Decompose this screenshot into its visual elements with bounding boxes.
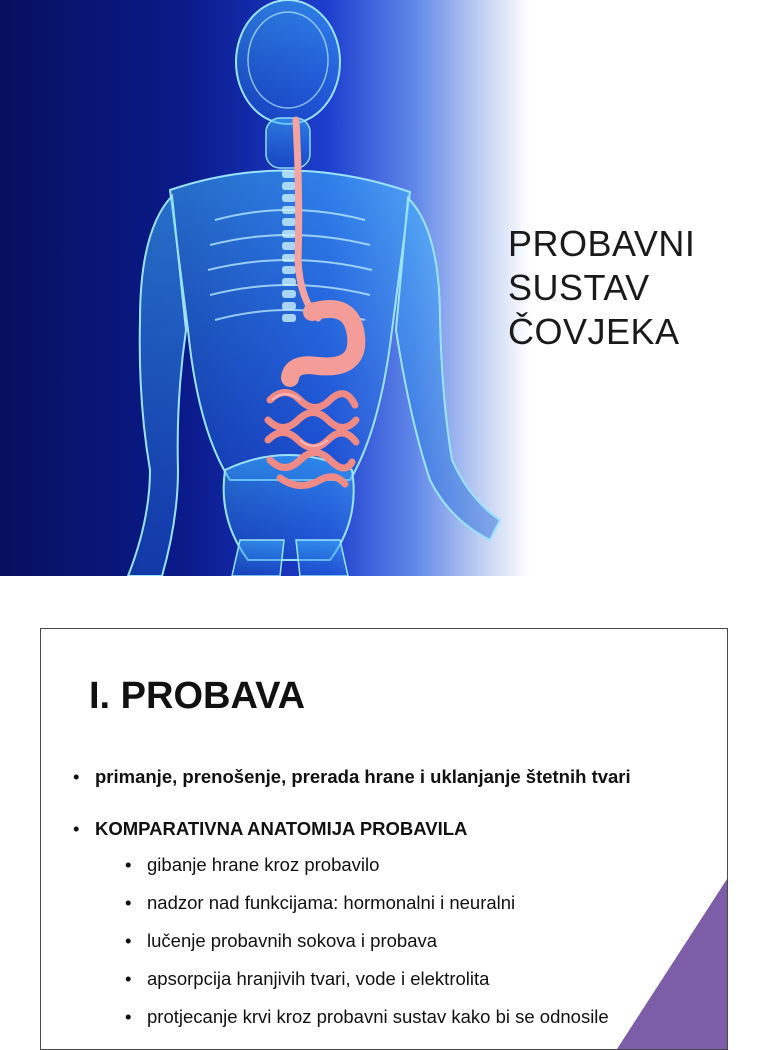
sub-bullet-text: gibanje hrane kroz probavilo [147, 854, 380, 875]
sub-bullet-text: protjecanje krvi kroz probavni sustav kako bi se odnosile [147, 1006, 609, 1027]
bullet-dot-icon: • [73, 818, 80, 839]
slide-heading: I. PROBAVA [89, 675, 306, 717]
anatomy-illustration [0, 0, 530, 576]
bullet-dot-icon: • [125, 854, 132, 875]
slide-gap [0, 576, 768, 628]
bullet-dot-icon: • [125, 930, 132, 951]
bullet-text: primanje, prenošenje, prerada hrane i uklanjanje štetnih tvari [95, 766, 631, 787]
bullet-dot-icon: • [125, 968, 132, 989]
bullet-dot-icon: • [125, 1006, 132, 1027]
bullet-dot-icon: • [73, 766, 80, 787]
title-line-2: SUSTAV [508, 267, 650, 308]
slide-title-text [508, 222, 758, 354]
sub-bullet-text: nadzor nad funkcijama: hormonalni i neuralni [147, 892, 516, 913]
title-line-1: PROBAVNI [508, 223, 696, 264]
bullet-item [73, 765, 713, 801]
human-body-xray-icon [0, 0, 530, 576]
bullet-item [73, 817, 713, 853]
bullet-text: KOMPARATIVNA ANATOMIJA PROBAVILA [95, 818, 468, 839]
title-line-3: ČOVJEKA [508, 311, 680, 352]
bullet-dot-icon: • [125, 892, 132, 913]
sub-bullet-text: apsorpcija hranjivih tvari, vode i elektrolita [147, 968, 490, 989]
slide-content [40, 628, 728, 1050]
sub-bullet-text: lučenje probavnih sokova i probava [147, 930, 438, 951]
